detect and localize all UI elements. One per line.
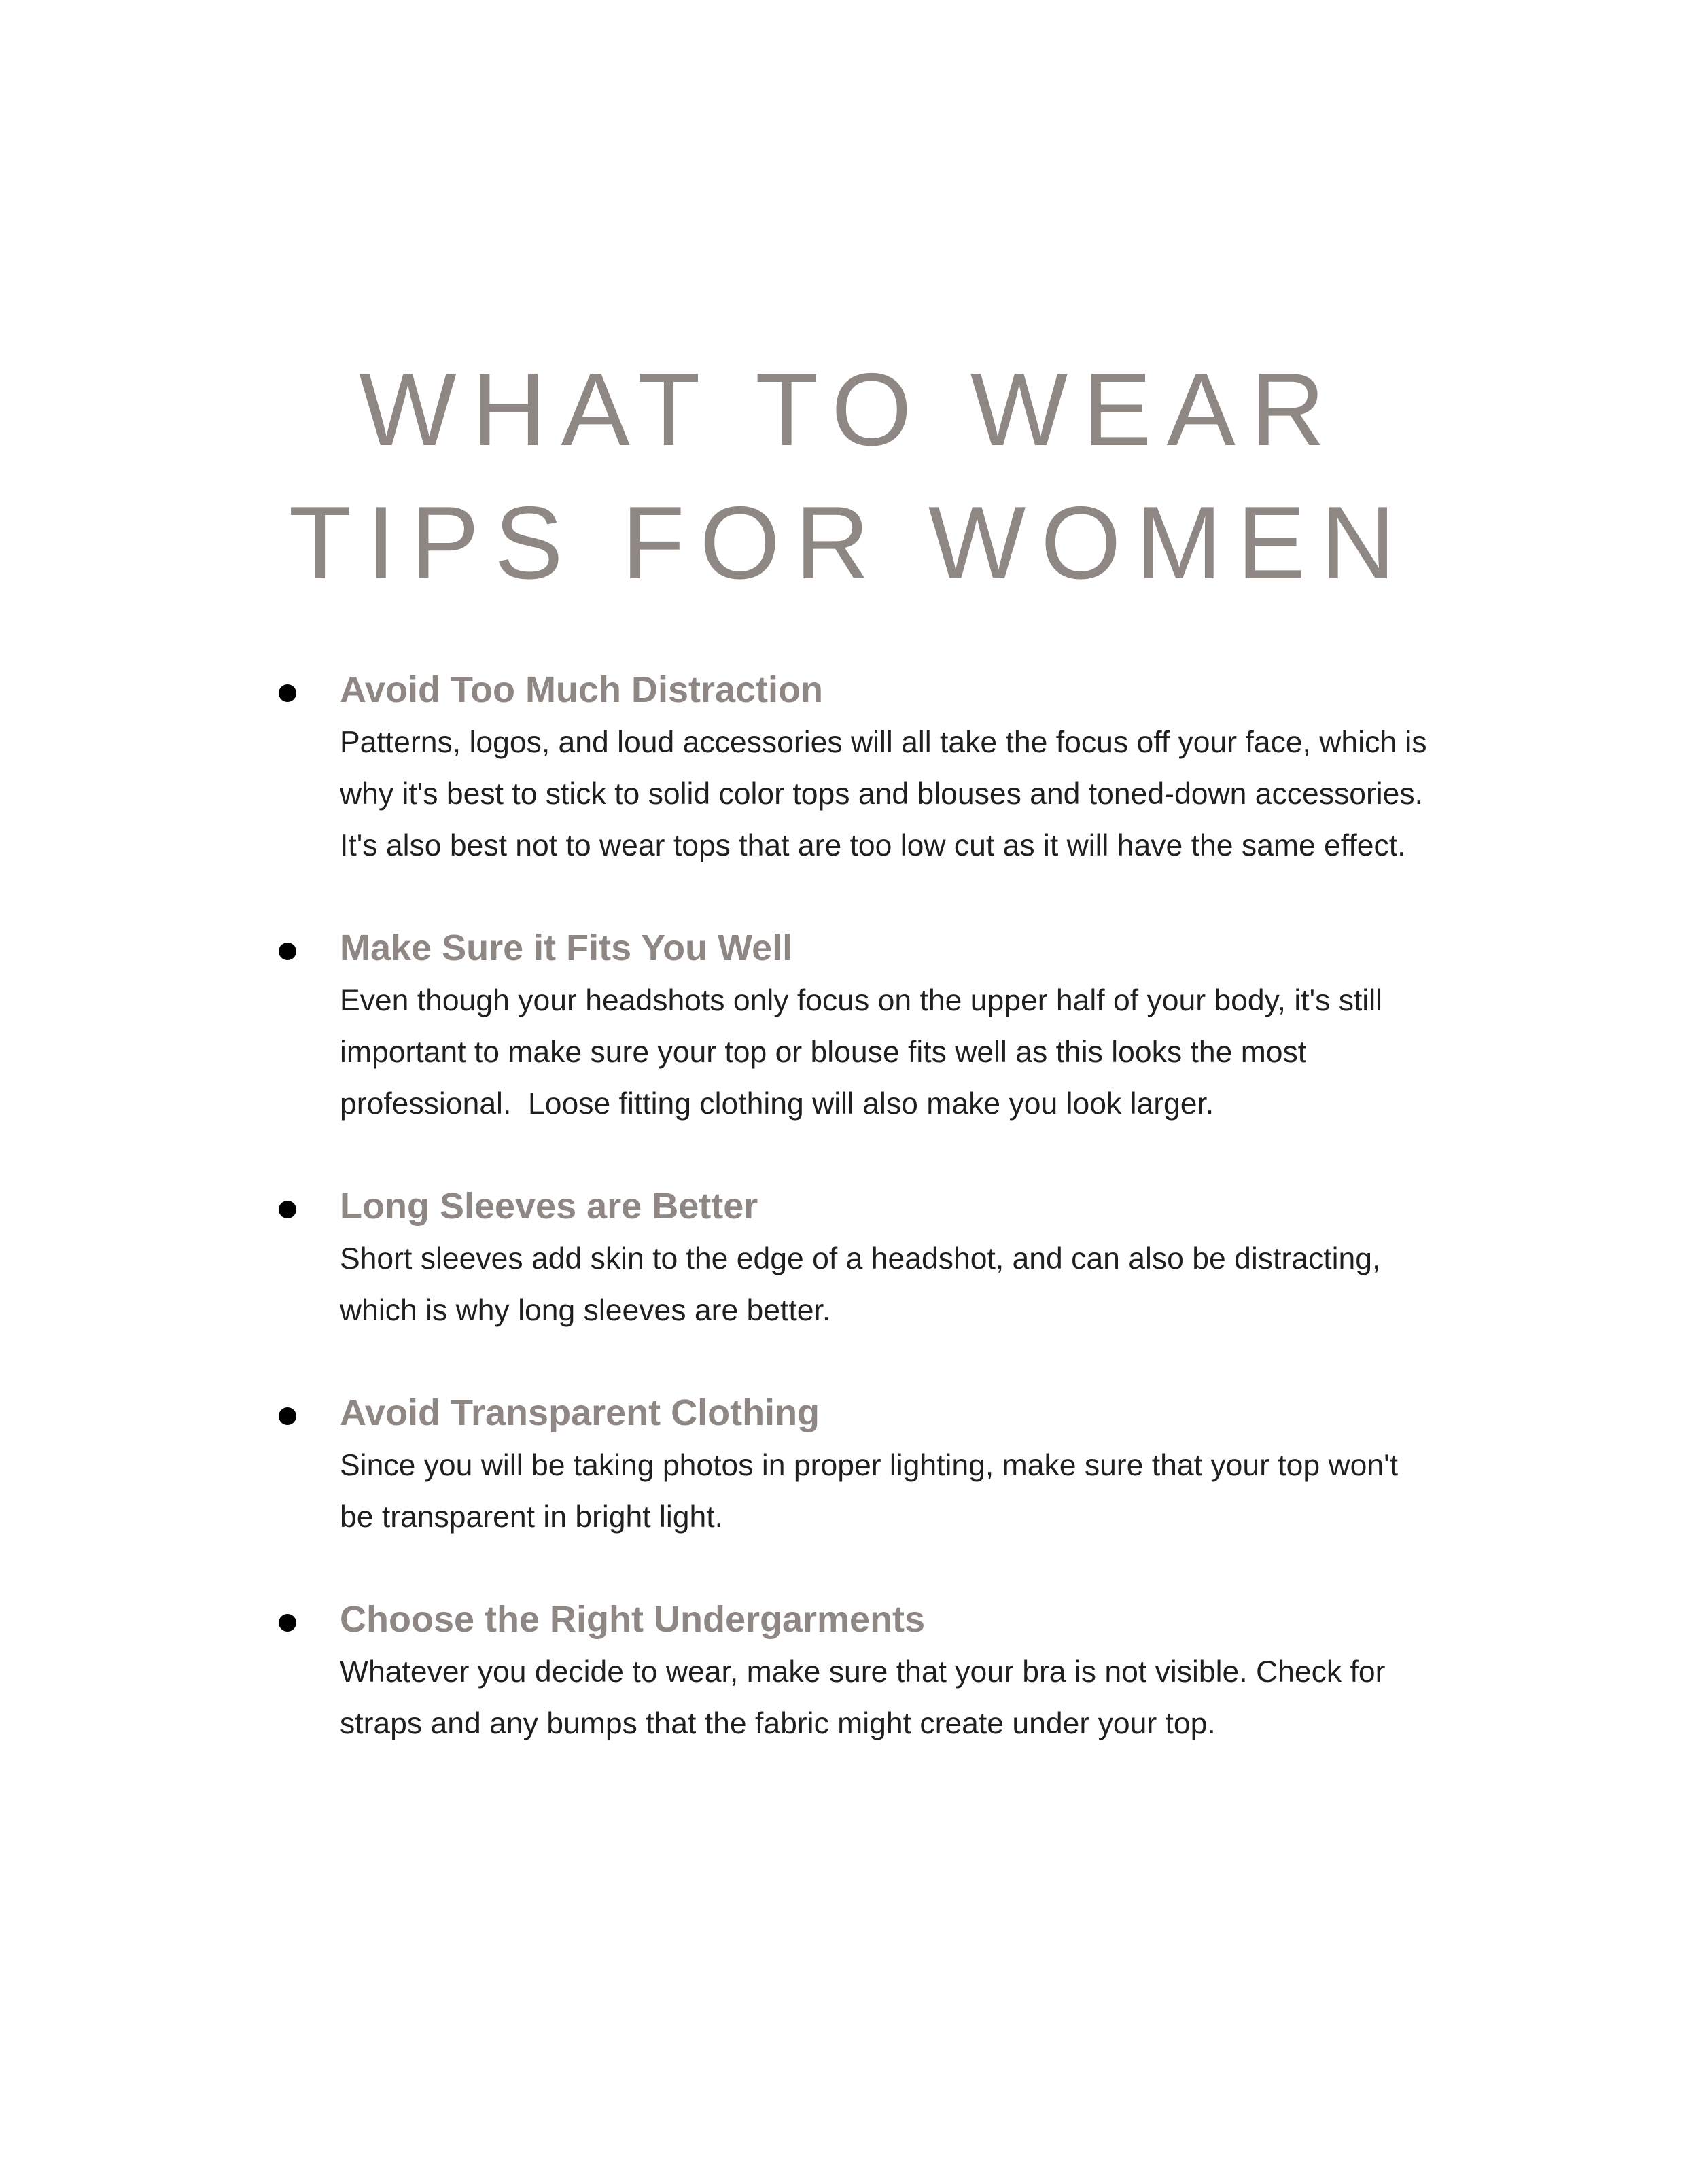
tip-item	[272, 921, 1427, 1130]
tip-text: Short sleeves add skin to the edge of a headshot, and can also be distracting, which is why long sleeves are better.	[340, 1242, 1389, 1327]
bullet-icon	[279, 1614, 296, 1632]
tip-heading: Long Sleeves are Better	[340, 1186, 758, 1227]
tip-item	[272, 1386, 1427, 1543]
page-title-line-2: TIPS FOR WOMEN	[288, 485, 1411, 601]
tip-text: Since you will be taking photos in proper lighting, make sure that your top won't be transparent in bright light.	[340, 1449, 1407, 1534]
tip-item	[272, 663, 1440, 872]
tip-item	[272, 1179, 1427, 1337]
tip-text: Whatever you decide to wear, make sure that your bra is not visible. Check for straps and any bumps that the fabric might create under your top.	[340, 1655, 1394, 1740]
page-title	[0, 343, 1699, 610]
bullet-icon	[279, 1201, 296, 1218]
tip-heading: Avoid Transparent Clothing	[340, 1392, 820, 1433]
tip-text: Patterns, logos, and loud accessories will all take the focus off your face, which is why it's best to stick to solid color tops and blouses and toned-down accessories. It's also best not to wear tops that are too low cut as it will have the same effect.	[340, 726, 1440, 862]
tip-heading: Choose the Right Undergarments	[340, 1599, 926, 1640]
tip-heading: Make Sure it Fits You Well	[340, 928, 793, 968]
tips-list	[272, 663, 1440, 1799]
bullet-icon	[279, 943, 296, 960]
tip-heading: Avoid Too Much Distraction	[340, 669, 823, 710]
tip-text: Even though your headshots only focus on the upper half of your body, it's still important to make sure your top or blouse fits well as this looks the most professional. Loose fitting clothing will also make you look larger.	[340, 984, 1391, 1121]
tip-item	[272, 1592, 1427, 1750]
page-title-line-1: WHAT TO WEAR	[359, 352, 1340, 468]
bullet-icon	[279, 1407, 296, 1425]
bullet-icon	[279, 684, 296, 702]
